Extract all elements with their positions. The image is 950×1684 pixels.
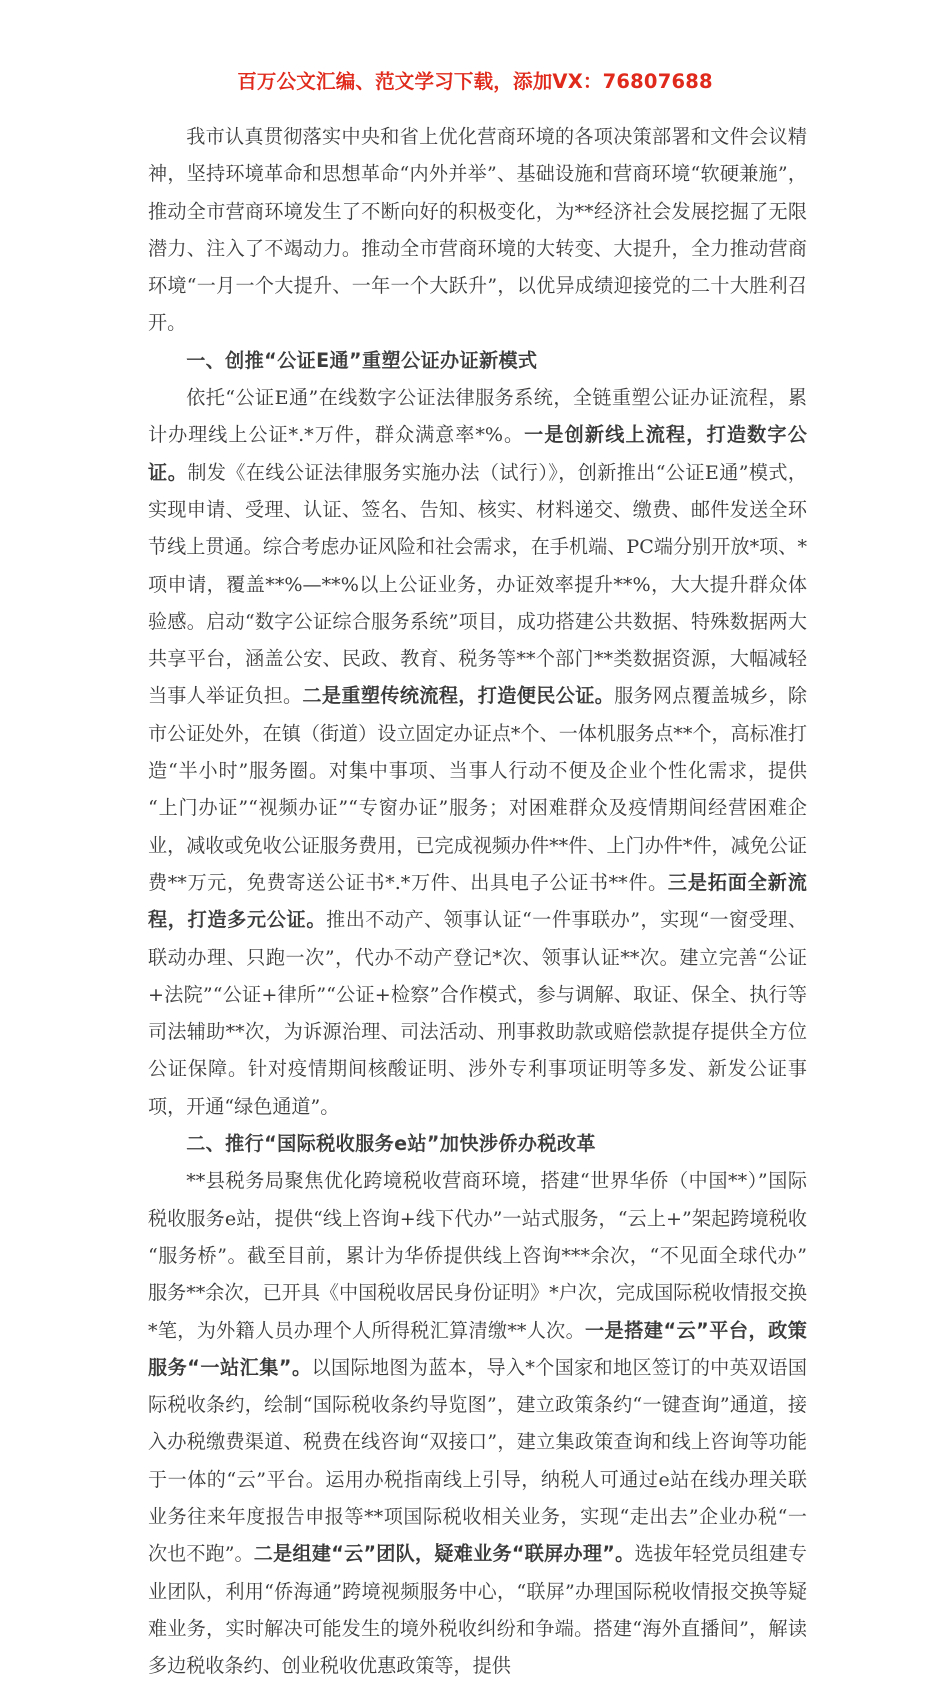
document-body xyxy=(148,118,807,1684)
text-run: 依托“公证E通”在线数字公证法律服务系统，全链重塑公证办证流程，累计办理线上公证*.*万件，群众满意率*%。 xyxy=(148,386,807,447)
section-heading-2: 二、推行“国际税收服务e站”加快涉侨办税改革 xyxy=(186,1132,596,1156)
bold-lead-run: 二是重塑传统流程，打造便民公证。 xyxy=(302,684,615,708)
text-run: **县税务局聚焦优化跨境税收营商环境，搭建“世界华侨（中国**）”国际税收服务e站，提供“线上咨询+线下代办”一站式服务，“云上+”架起跨境税收“服务桥”。截至目前，累计为华侨提供线上咨询***余次，“不见面全球代办”服务**余次，已开具《中国税收居民身份证明》*户次，完成国际税收情报交换*笔，为外籍人员办理个人所得税汇算清缴**人次。 xyxy=(148,1169,807,1342)
section-1-paragraph xyxy=(148,379,807,1125)
bold-lead-run: 一是搭建“云”平台，政策服务“一站汇集”。 xyxy=(148,1318,808,1379)
text-run: 制发《在线公证法律服务实施办法（试行）》，创新推出“公证E通”模式，实现申请、受理、认证、签名、告知、核实、材料递交、缴费、邮件发送全环节线上贯通。综合考虑办证风险和社会需求，在手机端、PC端分别开放*项、*项申请，覆盖**%—**%以上公证业务，办证效率提升**%，大大提升群众体验感。启动“数字公证综合服务系统”项目，成功搭建公共数据、特殊数据两大共享平台，涵盖公安、民政、教育、税务等**个部门**类数据资源，大幅减轻当事人举证负担。 xyxy=(148,460,807,708)
promo-banner: 百万公文汇编、范文学习下载，添加VX：76807688 xyxy=(237,70,713,93)
section-heading-1: 一、创推“公证E通”重塑公证办证新模式 xyxy=(186,348,538,372)
bold-lead-run: 三是拓面全新流程，打造多元公证。 xyxy=(148,870,807,932)
intro-paragraph xyxy=(148,118,807,342)
text-run: 推出不动产、领事认证“一件事联办”，实现“一窗受理、联动办理、只跑一次”，代办不动产登记*次、领事认证**次。建立完善“公证+法院”“公证+律所”“公证+检察”合作模式，参与调解、取证、保全、执行等司法辅助**次，为诉源治理、司法活动、刑事救助款或赔偿款提存提供全方位公证保障。针对疫情期间核酸证明、涉外专利事项证明等多发、新发公证事项，开通“绿色通道”。 xyxy=(148,908,807,1118)
text-run: 我市认真贯彻落实中央和省上优化营商环境的各项决策部署和文件会议精神，坚持环境革命和思想革命“内外并举”、基础设施和营商环境“软硬兼施”，推动全市营商环境发生了不断向好的积极变化，为**经济社会发展挖掘了无限潜力、注入了不竭动力。推动全市营商环境的大转变、大提升，全力推动营商环境“一月一个大提升、一年一个大跃升”，以优异成绩迎接党的二十大胜利召开。 xyxy=(148,125,807,335)
text-run: 选拔年轻党员组建专业团队，利用“侨海通”跨境视频服务中心，“联屏”办理国际税收情报交换等疑难业务，实时解决可能发生的境外税收纠纷和争端。搭建“海外直播间”，解读多边税收条约、创业税收优惠政策等，提供 xyxy=(148,1542,807,1678)
section-2-paragraph xyxy=(148,1162,807,1684)
text-run: 服务网点覆盖城乡，除市公证处外，在镇（街道）设立固定办证点*个、一体机服务点**个，高标准打造“半小时”服务圈。对集中事项、当事人行动不便及企业个性化需求，提供“上门办证”“视频办证”“专窗办证”服务；对困难群众及疫情期间经营困难企业，减收或免收公证服务费用，已完成视频办件**件、上门办件*件，减免公证费**万元，免费寄送公证书*.*万件、出具电子公证书**件。 xyxy=(148,684,808,894)
text-run: 以国际地图为蓝本，导入*个国家和地区签订的中英双语国际税收条约，绘制“国际税收条约导览图”，建立政策条约“一键查询”通道，接入办税缴费渠道、税费在线咨询“双接口”，建立集政策查询和线上咨询等功能于一体的“云”平台。运用办税指南线上引导，纳税人可通过e站在线办理关联业务往来年度报告申报等**项国际税收相关业务，实现“走出去”企业办税“一次也不跑”。 xyxy=(148,1355,808,1566)
bold-lead-run: 二是组建“云”团队，疑难业务“联屏办理”。 xyxy=(253,1542,635,1566)
bold-lead-run: 一是创新线上流程，打造数字公证。 xyxy=(148,423,807,484)
